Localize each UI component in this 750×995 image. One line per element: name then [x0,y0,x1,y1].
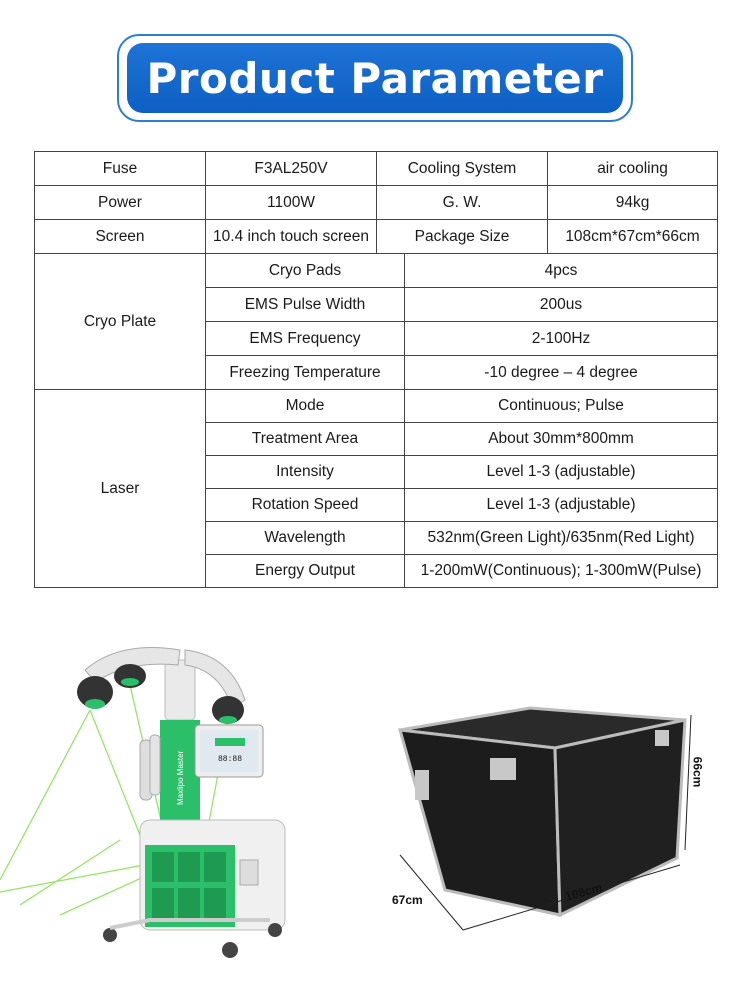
group-label-cryo: Cryo Plate [35,254,206,390]
spec-value: 10.4 inch touch screen [206,220,377,254]
spec-value: 94kg [548,186,718,220]
spec-label: EMS Frequency [206,322,405,356]
spec-label: Intensity [206,456,405,489]
spec-label: Treatment Area [206,423,405,456]
spec-label: G. W. [377,186,548,220]
spec-value: 532nm(Green Light)/635nm(Red Light) [405,522,718,555]
spec-value: 108cm*67cm*66cm [548,220,718,254]
title-banner [117,34,633,122]
page-title: Product Parameter [127,43,623,113]
spec-label: Freezing Temperature [206,356,405,390]
spec-value: -10 degree – 4 degree [405,356,718,390]
brand-text: Maxlipo Master [176,750,185,805]
spec-label: Fuse [35,152,206,186]
laser-device-image [0,630,330,970]
spec-label: Power [35,186,206,220]
spec-value: 2-100Hz [405,322,718,356]
spec-value: 200us [405,288,718,322]
spec-value: air cooling [548,152,718,186]
spec-value: 1-200mW(Continuous); 1-300mW(Pulse) [405,555,718,588]
case-height-label: 66cm [690,756,705,788]
touch-screen-icon [195,725,263,777]
spec-label: EMS Pulse Width [206,288,405,322]
table-row [35,152,718,186]
spec-value: Continuous; Pulse [405,390,718,423]
parameter-table [34,151,718,588]
spec-label: Energy Output [206,555,405,588]
spec-value: F3AL250V [206,152,377,186]
spec-value: Level 1-3 (adjustable) [405,489,718,522]
screen-readout: 88:88 [217,755,243,764]
table-row [35,220,718,254]
spec-label: Cryo Pads [206,254,405,288]
case-depth-label: 67cm [392,893,423,907]
spec-value: 1100W [206,186,377,220]
case-width-label: 108cm [563,880,604,904]
spec-label: Package Size [377,220,548,254]
group-label-laser: Laser [35,390,206,588]
spec-value: 4pcs [405,254,718,288]
table-row [35,186,718,220]
table-row [35,390,718,423]
flight-case-image [385,690,740,955]
spec-label: Wavelength [206,522,405,555]
spec-label: Cooling System [377,152,548,186]
spec-label: Rotation Speed [206,489,405,522]
spec-label: Mode [206,390,405,423]
spec-value: Level 1-3 (adjustable) [405,456,718,489]
table-row [35,254,718,288]
spec-label: Screen [35,220,206,254]
spec-value: About 30mm*800mm [405,423,718,456]
